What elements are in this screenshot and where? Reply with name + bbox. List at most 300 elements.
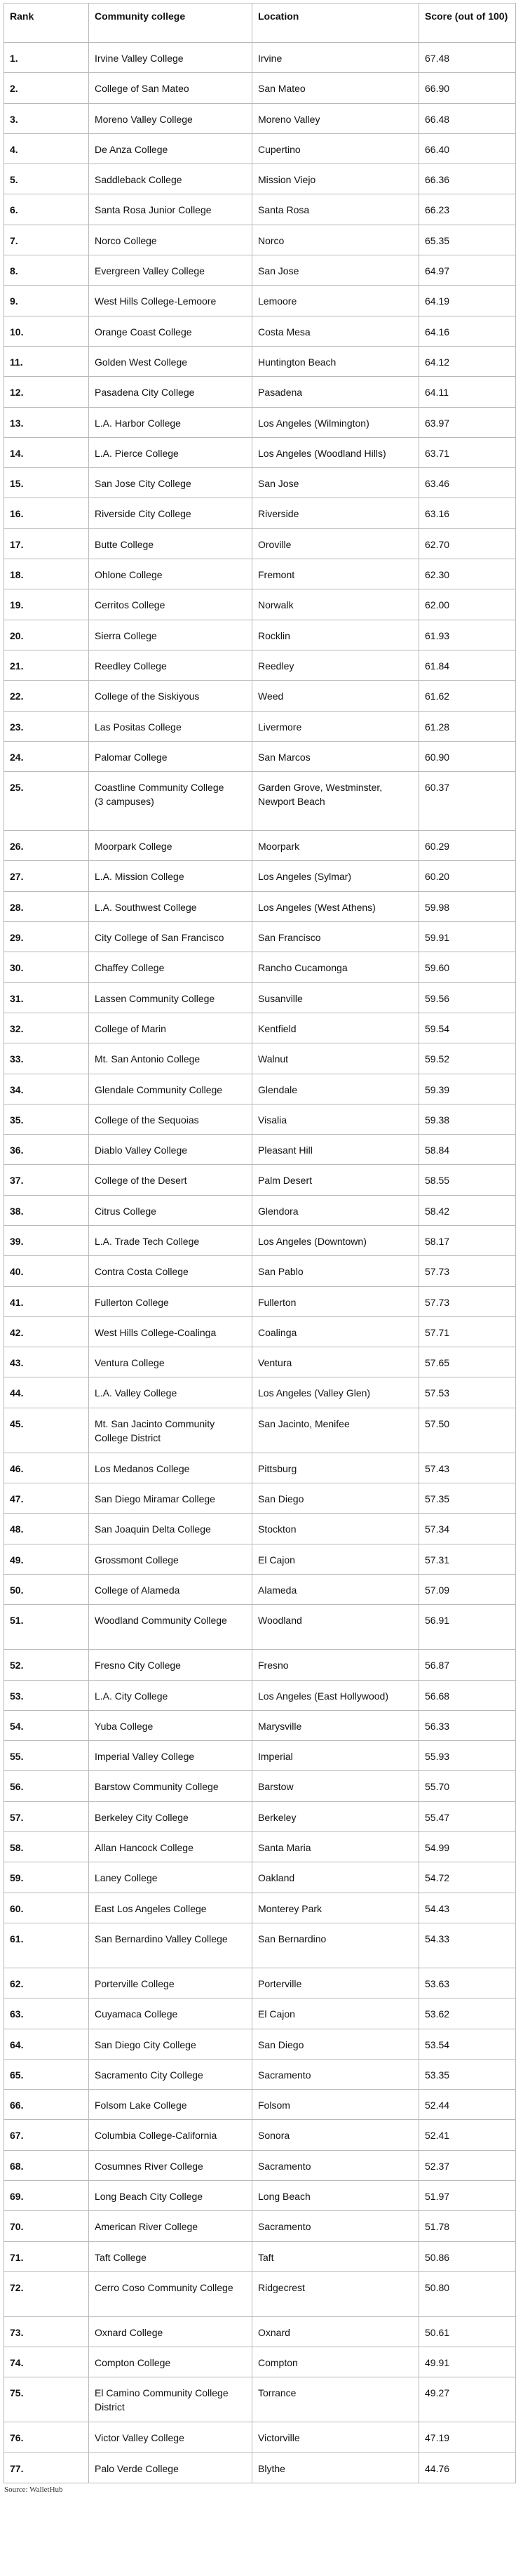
table-row: [4, 346, 516, 376]
rank-cell: 54.: [4, 1710, 89, 1740]
college-cell: Berkeley City College: [89, 1801, 252, 1831]
score-cell: 56.68: [419, 1680, 516, 1710]
location-cell: Sacramento: [252, 2150, 419, 2180]
location-cell: Long Beach: [252, 2181, 419, 2211]
college-cell: College of Alameda: [89, 1574, 252, 1604]
location-cell: Kentfield: [252, 1013, 419, 1043]
score-cell: 61.62: [419, 681, 516, 711]
table-row: [4, 2211, 516, 2241]
location-cell: Ridgecrest: [252, 2271, 419, 2316]
score-cell: 66.23: [419, 194, 516, 225]
college-cell: Imperial Valley College: [89, 1741, 252, 1771]
college-cell: L.A. Harbor College: [89, 407, 252, 437]
score-cell: 56.87: [419, 1650, 516, 1680]
location-cell: Los Angeles (East Hollywood): [252, 1680, 419, 1710]
rank-cell: 48.: [4, 1514, 89, 1544]
rank-cell: 29.: [4, 922, 89, 952]
rank-cell: 13.: [4, 407, 89, 437]
score-cell: 56.33: [419, 1710, 516, 1740]
table-row: [4, 1316, 516, 1347]
score-cell: 57.34: [419, 1514, 516, 1544]
college-cell: Lassen Community College: [89, 982, 252, 1013]
location-cell: Los Angeles (Woodland Hills): [252, 437, 419, 467]
location-cell: Norco: [252, 225, 419, 255]
college-cell: Cerritos College: [89, 589, 252, 620]
location-cell: Moorpark: [252, 831, 419, 861]
rank-cell: 17.: [4, 528, 89, 559]
location-cell: Los Angeles (Wilmington): [252, 407, 419, 437]
rank-cell: 37.: [4, 1165, 89, 1195]
college-cell: Columbia College-California: [89, 2120, 252, 2150]
college-cell: Cuyamaca College: [89, 1998, 252, 2029]
rank-cell: 14.: [4, 437, 89, 467]
rank-cell: 46.: [4, 1453, 89, 1483]
location-cell: San Marcos: [252, 741, 419, 771]
college-cell: College of the Siskiyous: [89, 681, 252, 711]
rank-cell: 35.: [4, 1104, 89, 1134]
score-cell: 57.35: [419, 1483, 516, 1514]
rank-cell: 66.: [4, 2090, 89, 2120]
location-cell: Sonora: [252, 2120, 419, 2150]
rank-cell: 42.: [4, 1316, 89, 1347]
header-score: Score (out of 100): [419, 4, 516, 43]
table-row: [4, 711, 516, 741]
college-cell: L.A. Southwest College: [89, 891, 252, 921]
college-cell: Laney College: [89, 1862, 252, 1893]
college-cell: Mt. San Jacinto Community College District: [89, 1408, 252, 1453]
location-cell: Los Angeles (Sylmar): [252, 861, 419, 891]
location-cell: Oxnard: [252, 2316, 419, 2347]
table-row: [4, 1165, 516, 1195]
location-cell: Los Angeles (Downtown): [252, 1225, 419, 1255]
score-cell: 61.28: [419, 711, 516, 741]
rank-cell: 47.: [4, 1483, 89, 1514]
table-row: [4, 1544, 516, 1574]
rank-cell: 31.: [4, 982, 89, 1013]
score-cell: 53.62: [419, 1998, 516, 2029]
college-cell: Diablo Valley College: [89, 1135, 252, 1165]
table-row: [4, 2150, 516, 2180]
table-row: [4, 407, 516, 437]
header-location: Location: [252, 4, 419, 43]
location-cell: San Jacinto, Menifee: [252, 1408, 419, 1453]
table-row: [4, 316, 516, 346]
college-cell: Citrus College: [89, 1195, 252, 1225]
table-row: [4, 43, 516, 73]
score-cell: 63.16: [419, 498, 516, 528]
score-cell: 62.00: [419, 589, 516, 620]
table-row: [4, 2090, 516, 2120]
location-cell: Costa Mesa: [252, 316, 419, 346]
college-cell: De Anza College: [89, 133, 252, 163]
table-row: [4, 2271, 516, 2316]
score-cell: 57.50: [419, 1408, 516, 1453]
rank-cell: 74.: [4, 2347, 89, 2377]
score-cell: 59.52: [419, 1043, 516, 1074]
college-cell: Reedley College: [89, 650, 252, 680]
location-cell: Oakland: [252, 1862, 419, 1893]
location-cell: San Mateo: [252, 73, 419, 103]
college-cell: Allan Hancock College: [89, 1832, 252, 1862]
table-row: [4, 982, 516, 1013]
score-cell: 49.27: [419, 2377, 516, 2422]
score-cell: 50.61: [419, 2316, 516, 2347]
location-cell: Sacramento: [252, 2211, 419, 2241]
location-cell: Fremont: [252, 559, 419, 589]
college-cell: College of San Mateo: [89, 73, 252, 103]
table-row: [4, 650, 516, 680]
rank-cell: 61.: [4, 1923, 89, 1968]
college-cell: Riverside City College: [89, 498, 252, 528]
score-cell: 53.63: [419, 1968, 516, 1998]
table-row: [4, 468, 516, 498]
table-row: [4, 1605, 516, 1650]
college-cell: L.A. City College: [89, 1680, 252, 1710]
table-row: [4, 1286, 516, 1316]
score-cell: 58.84: [419, 1135, 516, 1165]
source-note: Source: WalletHub: [4, 2485, 63, 2495]
rank-cell: 55.: [4, 1741, 89, 1771]
rank-cell: 39.: [4, 1225, 89, 1255]
table-row: [4, 559, 516, 589]
location-cell: Walnut: [252, 1043, 419, 1074]
table-row: [4, 194, 516, 225]
table-row: [4, 133, 516, 163]
college-cell: College of the Desert: [89, 1165, 252, 1195]
location-cell: Torrance: [252, 2377, 419, 2422]
rank-cell: 3.: [4, 103, 89, 133]
college-cell: Sacramento City College: [89, 2059, 252, 2089]
location-cell: Rancho Cucamonga: [252, 952, 419, 982]
location-cell: Los Angeles (Valley Glen): [252, 1377, 419, 1408]
location-cell: San Pablo: [252, 1256, 419, 1286]
score-cell: 57.73: [419, 1256, 516, 1286]
score-cell: 55.70: [419, 1771, 516, 1801]
table-row: [4, 1741, 516, 1771]
table-row: [4, 741, 516, 771]
rank-cell: 11.: [4, 346, 89, 376]
rank-cell: 34.: [4, 1074, 89, 1104]
college-cell: Sierra College: [89, 620, 252, 650]
college-cell: Cerro Coso Community College: [89, 2271, 252, 2316]
score-cell: 60.29: [419, 831, 516, 861]
score-cell: 54.72: [419, 1862, 516, 1893]
table-row: [4, 103, 516, 133]
table-row: [4, 1968, 516, 1998]
score-cell: 58.42: [419, 1195, 516, 1225]
table-row: [4, 1862, 516, 1893]
location-cell: Pittsburg: [252, 1453, 419, 1483]
rank-cell: 62.: [4, 1968, 89, 1998]
table-row: [4, 164, 516, 194]
rank-cell: 18.: [4, 559, 89, 589]
location-cell: Porterville: [252, 1968, 419, 1998]
location-cell: Pleasant Hill: [252, 1135, 419, 1165]
table-row: [4, 1801, 516, 1831]
table-row: [4, 1013, 516, 1043]
college-cell: Barstow Community College: [89, 1771, 252, 1801]
score-cell: 64.12: [419, 346, 516, 376]
score-cell: 62.30: [419, 559, 516, 589]
table-row: [4, 2059, 516, 2089]
table-row: [4, 1225, 516, 1255]
table-row: [4, 1710, 516, 1740]
table-row: [4, 1650, 516, 1680]
header-rank: Rank: [4, 4, 89, 43]
location-cell: Ventura: [252, 1347, 419, 1377]
score-cell: 63.97: [419, 407, 516, 437]
rank-cell: 40.: [4, 1256, 89, 1286]
rank-cell: 75.: [4, 2377, 89, 2422]
college-cell: Mt. San Antonio College: [89, 1043, 252, 1074]
score-cell: 61.93: [419, 620, 516, 650]
score-cell: 56.91: [419, 1605, 516, 1650]
table-row: [4, 1574, 516, 1604]
table-row: [4, 922, 516, 952]
table-row: [4, 1377, 516, 1408]
location-cell: Irvine: [252, 43, 419, 73]
score-cell: 60.90: [419, 741, 516, 771]
location-cell: Alameda: [252, 1574, 419, 1604]
table-row: [4, 1347, 516, 1377]
rank-cell: 49.: [4, 1544, 89, 1574]
table-row: [4, 498, 516, 528]
table-row: [4, 437, 516, 467]
rank-cell: 9.: [4, 286, 89, 316]
college-cell: Moreno Valley College: [89, 103, 252, 133]
location-cell: Glendora: [252, 1195, 419, 1225]
rank-cell: 69.: [4, 2181, 89, 2211]
score-cell: 60.37: [419, 772, 516, 831]
rank-cell: 6.: [4, 194, 89, 225]
score-cell: 63.46: [419, 468, 516, 498]
table-row: [4, 891, 516, 921]
score-cell: 57.53: [419, 1377, 516, 1408]
table-row: [4, 286, 516, 316]
score-cell: 47.19: [419, 2422, 516, 2452]
location-cell: Taft: [252, 2241, 419, 2271]
score-cell: 53.35: [419, 2059, 516, 2089]
table-row: [4, 2377, 516, 2422]
score-cell: 54.43: [419, 1893, 516, 1923]
rank-cell: 43.: [4, 1347, 89, 1377]
rankings-table: [4, 3, 516, 2483]
college-cell: L.A. Pierce College: [89, 437, 252, 467]
college-cell: Taft College: [89, 2241, 252, 2271]
rank-cell: 30.: [4, 952, 89, 982]
rank-cell: 16.: [4, 498, 89, 528]
college-cell: Oxnard College: [89, 2316, 252, 2347]
college-cell: City College of San Francisco: [89, 922, 252, 952]
rank-cell: 58.: [4, 1832, 89, 1862]
location-cell: Palm Desert: [252, 1165, 419, 1195]
score-cell: 66.48: [419, 103, 516, 133]
rank-cell: 1.: [4, 43, 89, 73]
score-cell: 62.70: [419, 528, 516, 559]
score-cell: 59.60: [419, 952, 516, 982]
score-cell: 59.39: [419, 1074, 516, 1104]
rank-cell: 19.: [4, 589, 89, 620]
score-cell: 57.31: [419, 1544, 516, 1574]
score-cell: 57.43: [419, 1453, 516, 1483]
location-cell: Riverside: [252, 498, 419, 528]
college-cell: American River College: [89, 2211, 252, 2241]
table-row: [4, 2316, 516, 2347]
score-cell: 66.40: [419, 133, 516, 163]
rank-cell: 63.: [4, 1998, 89, 2029]
college-cell: Pasadena City College: [89, 377, 252, 407]
location-cell: San Diego: [252, 1483, 419, 1514]
location-cell: Weed: [252, 681, 419, 711]
college-cell: Ventura College: [89, 1347, 252, 1377]
score-cell: 54.99: [419, 1832, 516, 1862]
college-cell: West Hills College-Lemoore: [89, 286, 252, 316]
location-cell: Susanville: [252, 982, 419, 1013]
rank-cell: 22.: [4, 681, 89, 711]
score-cell: 66.36: [419, 164, 516, 194]
location-cell: El Cajon: [252, 1998, 419, 2029]
table-row: [4, 2029, 516, 2059]
location-cell: San Bernardino: [252, 1923, 419, 1968]
score-cell: 50.80: [419, 2271, 516, 2316]
location-cell: Norwalk: [252, 589, 419, 620]
rank-cell: 27.: [4, 861, 89, 891]
rank-cell: 33.: [4, 1043, 89, 1074]
rank-cell: 60.: [4, 1893, 89, 1923]
score-cell: 44.76: [419, 2452, 516, 2483]
location-cell: Woodland: [252, 1605, 419, 1650]
location-cell: Fullerton: [252, 1286, 419, 1316]
table-row: [4, 377, 516, 407]
score-cell: 50.86: [419, 2241, 516, 2271]
table-row: [4, 2422, 516, 2452]
college-cell: Los Medanos College: [89, 1453, 252, 1483]
score-cell: 51.97: [419, 2181, 516, 2211]
location-cell: San Jose: [252, 468, 419, 498]
location-cell: Glendale: [252, 1074, 419, 1104]
table-row: [4, 952, 516, 982]
rank-cell: 2.: [4, 73, 89, 103]
score-cell: 60.20: [419, 861, 516, 891]
location-cell: Victorville: [252, 2422, 419, 2452]
college-cell: Saddleback College: [89, 164, 252, 194]
location-cell: Berkeley: [252, 1801, 419, 1831]
rank-cell: 67.: [4, 2120, 89, 2150]
college-cell: Palomar College: [89, 741, 252, 771]
rank-cell: 57.: [4, 1801, 89, 1831]
college-cell: Porterville College: [89, 1968, 252, 1998]
rank-cell: 15.: [4, 468, 89, 498]
table-row: [4, 1998, 516, 2029]
location-cell: Cupertino: [252, 133, 419, 163]
location-cell: El Cajon: [252, 1544, 419, 1574]
location-cell: Coalinga: [252, 1316, 419, 1347]
score-cell: 61.84: [419, 650, 516, 680]
college-cell: Butte College: [89, 528, 252, 559]
header-college: Community college: [89, 4, 252, 43]
score-cell: 64.97: [419, 255, 516, 286]
table-row: [4, 2120, 516, 2150]
location-cell: San Diego: [252, 2029, 419, 2059]
table-row: [4, 620, 516, 650]
college-cell: El Camino Community College District: [89, 2377, 252, 2422]
score-cell: 59.54: [419, 1013, 516, 1043]
score-cell: 57.09: [419, 1574, 516, 1604]
rank-cell: 36.: [4, 1135, 89, 1165]
rank-cell: 59.: [4, 1862, 89, 1893]
score-cell: 57.65: [419, 1347, 516, 1377]
rank-cell: 68.: [4, 2150, 89, 2180]
location-cell: Moreno Valley: [252, 103, 419, 133]
table-row: [4, 1135, 516, 1165]
college-cell: Folsom Lake College: [89, 2090, 252, 2120]
location-cell: Barstow: [252, 1771, 419, 1801]
college-cell: Glendale Community College: [89, 1074, 252, 1104]
score-cell: 59.98: [419, 891, 516, 921]
location-cell: Stockton: [252, 1514, 419, 1544]
table-row: [4, 1923, 516, 1968]
college-cell: San Jose City College: [89, 468, 252, 498]
location-cell: Monterey Park: [252, 1893, 419, 1923]
college-cell: Fullerton College: [89, 1286, 252, 1316]
rank-cell: 26.: [4, 831, 89, 861]
rank-cell: 10.: [4, 316, 89, 346]
score-cell: 64.16: [419, 316, 516, 346]
rank-cell: 21.: [4, 650, 89, 680]
table-row: [4, 2452, 516, 2483]
college-cell: Coastline Community College (3 campuses): [89, 772, 252, 831]
location-cell: San Francisco: [252, 922, 419, 952]
college-cell: L.A. Mission College: [89, 861, 252, 891]
score-cell: 67.48: [419, 43, 516, 73]
college-cell: San Bernardino Valley College: [89, 1923, 252, 1968]
college-cell: Chaffey College: [89, 952, 252, 982]
rank-cell: 45.: [4, 1408, 89, 1453]
rank-cell: 4.: [4, 133, 89, 163]
table-row: [4, 2347, 516, 2377]
table-row: [4, 1195, 516, 1225]
college-cell: Grossmont College: [89, 1544, 252, 1574]
rank-cell: 53.: [4, 1680, 89, 1710]
location-cell: Santa Rosa: [252, 194, 419, 225]
rank-cell: 72.: [4, 2271, 89, 2316]
rank-cell: 56.: [4, 1771, 89, 1801]
location-cell: Visalia: [252, 1104, 419, 1134]
score-cell: 57.71: [419, 1316, 516, 1347]
score-cell: 55.47: [419, 1801, 516, 1831]
location-cell: Rocklin: [252, 620, 419, 650]
score-cell: 66.90: [419, 73, 516, 103]
rank-cell: 76.: [4, 2422, 89, 2452]
score-cell: 65.35: [419, 225, 516, 255]
location-cell: Fresno: [252, 1650, 419, 1680]
score-cell: 64.19: [419, 286, 516, 316]
rank-cell: 20.: [4, 620, 89, 650]
score-cell: 59.91: [419, 922, 516, 952]
table-row: [4, 2181, 516, 2211]
table-row: [4, 861, 516, 891]
location-cell: Santa Maria: [252, 1832, 419, 1862]
table-row: [4, 1832, 516, 1862]
location-cell: Oroville: [252, 528, 419, 559]
college-cell: San Joaquin Delta College: [89, 1514, 252, 1544]
rank-cell: 5.: [4, 164, 89, 194]
rank-cell: 65.: [4, 2059, 89, 2089]
rank-cell: 52.: [4, 1650, 89, 1680]
table-row: [4, 73, 516, 103]
score-cell: 58.17: [419, 1225, 516, 1255]
table-row: [4, 772, 516, 831]
